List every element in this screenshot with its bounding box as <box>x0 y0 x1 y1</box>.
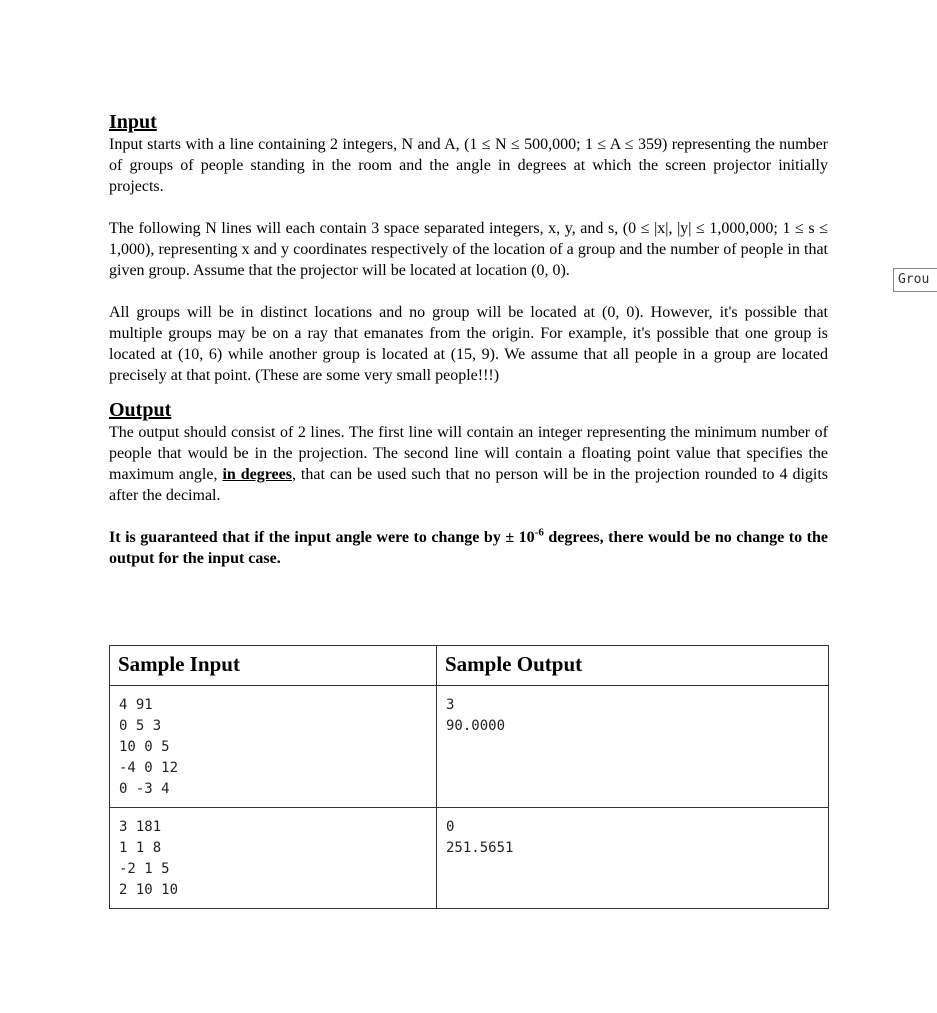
output-heading: Output <box>109 399 172 421</box>
input-heading: Input <box>109 111 157 133</box>
sample-input-cell: 3 181 1 1 8 -2 1 5 2 10 10 <box>119 819 179 898</box>
guarantee-paragraph <box>109 527 828 569</box>
guarantee-text-after: degrees, there would be no change to the output for the input case. <box>109 529 828 567</box>
guarantee-exponent: -6 <box>534 526 544 539</box>
input-paragraph-3: All groups will be in distinct locations and no group will be located at (0, 0). However, it's possible that multiple groups may be on a ray that emanates from the origin. For example, it's possible that one group is located at (10, 6) while another group is located at (15, 9). We assume that all people in a group are located precisely at that point. (These are some very small people!!!) <box>109 304 828 384</box>
output-paragraph <box>109 422 828 506</box>
input-paragraph-1: Input starts with a line containing 2 integers, N and A, (1 ≤ N ≤ 500,000; 1 ≤ A ≤ 359) representing the number of groups of people standing in the room and the angle in degrees at which the screen projector initially projects. <box>109 136 828 195</box>
sample-row <box>110 808 829 909</box>
sample-output-header: Sample Output <box>437 646 829 686</box>
guarantee-text-before: It is guaranteed that if the input angle were to change by ± 10 <box>109 529 535 546</box>
samples-table <box>109 645 829 909</box>
sample-row <box>110 686 829 808</box>
output-text-after: , that can be used such that no person will be in the projection rounded to 4 digits after the decimal. <box>109 466 829 504</box>
sample-output-cell: 0 251.5651 <box>446 819 514 856</box>
output-text-before: The output should consist of 2 lines. The first line will contain an integer representing the minimum number of people that would be in the projection. The second line will contain a floating point value that specifies the maximum angle, <box>109 424 828 483</box>
problem-statement <box>109 110 828 569</box>
sample-output-cell: 3 90.0000 <box>446 697 506 734</box>
sample-input-cell: 4 91 0 5 3 10 0 5 -4 0 12 0 -3 4 <box>119 697 179 797</box>
output-emphasis: in degrees <box>222 466 292 483</box>
input-paragraph-2: The following N lines will each contain 3 space separated integers, x, y, and s, (0 ≤ |x|, |y| ≤ 1,000,000; 1 ≤ s ≤ 1,000), representing x and y coordinates respectively of the location of a group and the number of people in that given group. Assume that the projector will be located at location (0, 0). <box>109 220 828 279</box>
sample-input-header: Sample Input <box>110 646 437 686</box>
side-tab[interactable]: Grou <box>893 268 937 292</box>
